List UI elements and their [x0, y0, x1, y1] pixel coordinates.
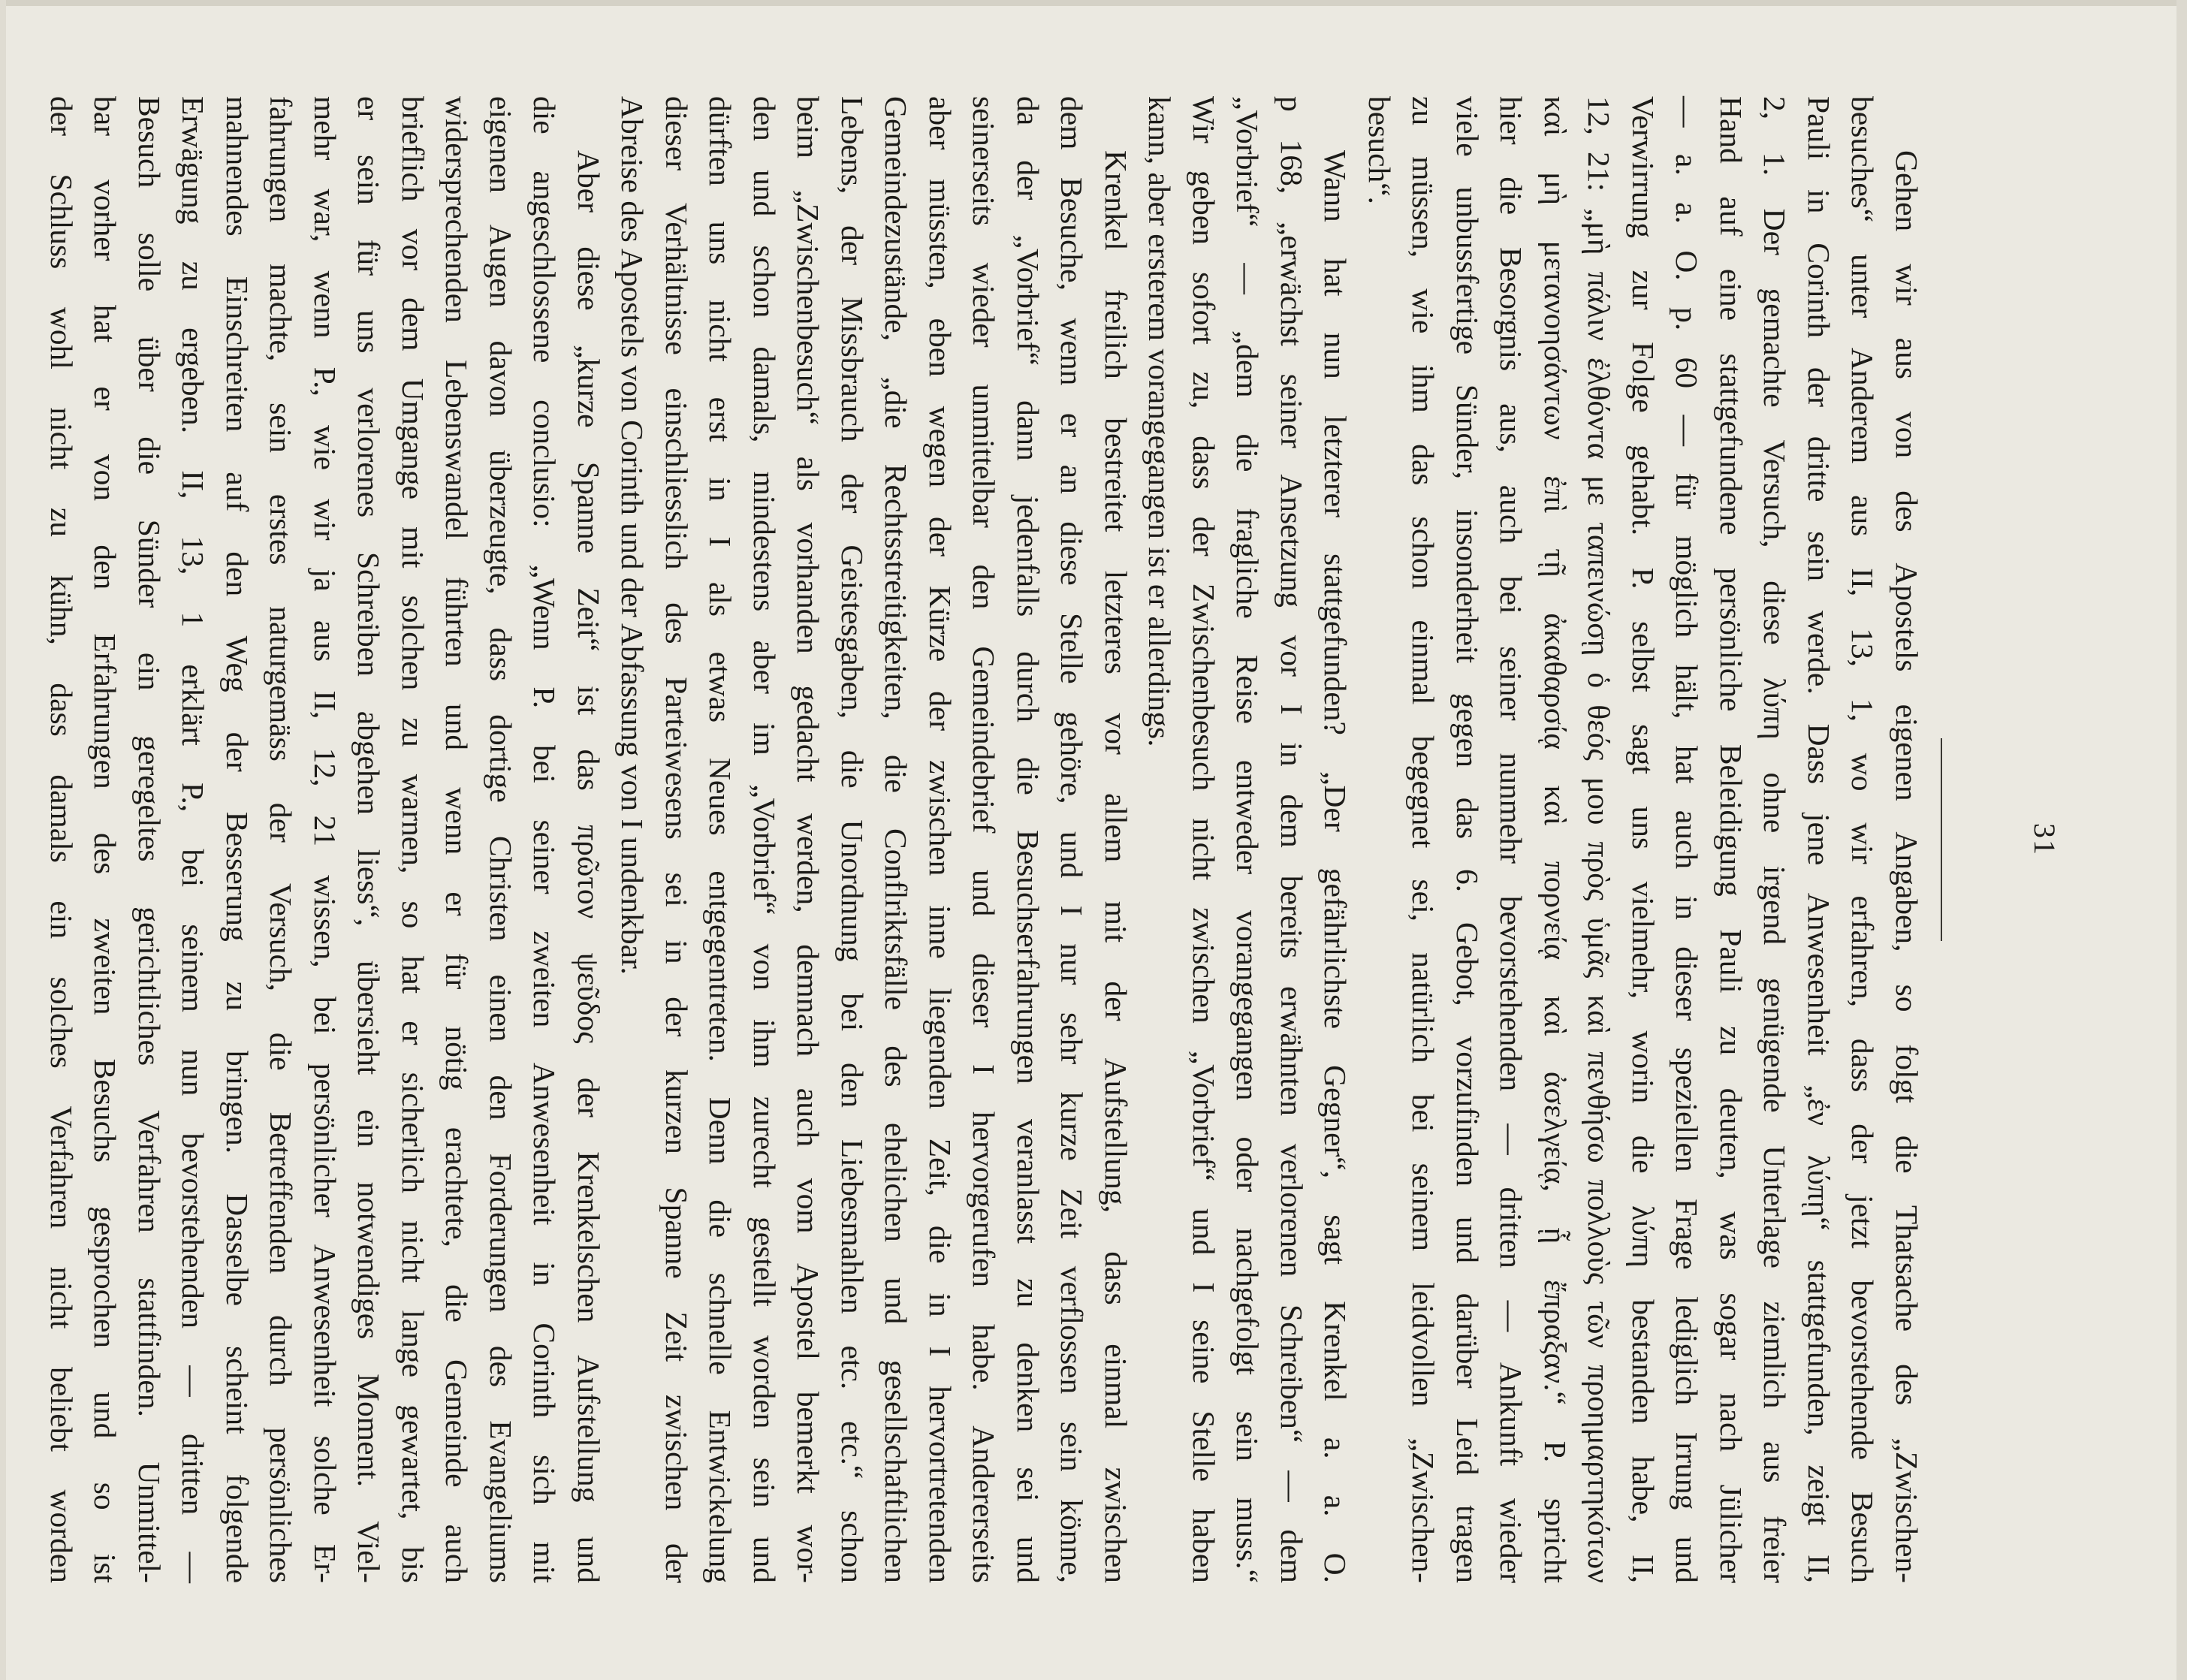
text-line: Erwägung zu ergeben. II, 13, 1 erklärt P., bei seinem nun bevorstehenden — dritten —: [176, 96, 211, 1583]
header-rule: [1941, 738, 1942, 941]
text-line: beim „Zwischenbesuch“ als vorhanden gedacht werden, demnach auch vom Apostel bemerkt wor-: [791, 96, 826, 1583]
body-text: [40, 96, 1929, 1583]
text-line: καὶ μὴ μετανοησάντων ἐπὶ τῇ ἀκαθαρσίᾳ καὶ πορνείᾳ καὶ ἀσελγείᾳ, ᾗ ἔπραξαν.“ P. spricht: [1538, 96, 1573, 1583]
text-line: hier die Besorgnis aus, auch bei seiner nunmehr bevorstehenden — dritten — Ankunft wieder: [1494, 96, 1529, 1583]
text-line: Gemeindezustände, „die Rechtsstreitigkeiten, die Conflriktsfälle des ehelichen und gesellschaftlichen: [879, 96, 914, 1583]
text-line: widersprechenden Lebenswandel führten und wenn er für nötig erachtete, die Gemeinde auch: [439, 96, 475, 1583]
text-line: Lebens, der Missbrauch der Geistesgaben, die Unordnung bei den Liebesmahlen etc. etc.“ schon: [835, 96, 870, 1583]
text-line: 2, 1. Der gemachte Versuch, diese λύπη ohne irgend genügende Unterlage ziemlich aus freier: [1757, 96, 1793, 1583]
page-number: 31: [2028, 823, 2062, 856]
text-line: Krenkel freilich bestreitet letzteres vor allem mit der Aufstellung, dass einmal zwischen: [1099, 150, 1133, 1583]
text-line: kann, aber ersterem vorangegangen ist er allerdings.: [1142, 96, 1178, 747]
text-line: „Vorbrief“ — „dem die fragliche Reise entweder vorangegangen oder nachgefolgt sein muss.“: [1230, 96, 1265, 1583]
text-line: Abreise des Apostels von Corinth und der Abfassung von I undenkbar.: [615, 96, 650, 975]
text-line: seinerseits wieder unmittelbar den Gemeindebrief und dieser I hervorgerufen habe. Andererseits: [967, 96, 1002, 1583]
rotated-book-page: [44, 96, 2062, 1583]
text-line: er sein für uns verlorenes Schreiben abgehen liess“, übersieht ein notwendiges Moment. Viel-: [351, 96, 387, 1583]
text-line: eigenen Augen davon überzeugte, dass dortige Christen einen den Forderungen des Evangeliums: [484, 96, 518, 1583]
text-line: dürften uns nicht erst in I als etwas Neues entgegentreten. Denn die schnelle Entwickelung: [703, 96, 738, 1583]
text-line: bar vorher hat er von den Erfahrungen des zweiten Besuchs gesprochen und so ist: [88, 96, 123, 1583]
scan-edge-right: [2176, 0, 2187, 1680]
text-line: Wir geben sofort zu, dass der Zwischenbesuch nicht zwischen „Vorbrief“ und I seine Stelle haben: [1187, 96, 1221, 1583]
text-line: mahnendes Einschreiten auf den Weg der Besserung zu bringen. Dasselbe scheint folgende: [220, 96, 255, 1583]
text-line: zu müssen, wie ihm das schon einmal begegnet sei, natürlich bei seinem leidvollen „Zwischen-: [1406, 96, 1441, 1583]
text-line: 12, 21: „μὴ πάλιν ἐλθόντα με ταπεινώσῃ ὁ θεός μου πρὸς ὑμᾶς καὶ πενθήσω πολλοὺς τῶν προημαρτηκότων: [1582, 96, 1617, 1583]
text-line: Verwirrung zur Folge gehabt. P. selbst sagt uns vielmehr, worin die λύπη bestanden habe, II,: [1626, 96, 1661, 1583]
text-line: mehr war, wenn P., wie wir ja aus II, 12, 21 wissen, bei persönlicher Anwesenheit solche Er-: [308, 96, 342, 1583]
text-line: die angeschlossene conclusio: „Wenn P. bei seiner zweiten Anwesenheit in Corinth sich mit: [527, 96, 563, 1583]
text-line: Wann hat nun letzterer stattgefunden? „Der gefährlichste Gegner“, sagt Krenkel a. a. O.: [1318, 150, 1353, 1583]
text-line: besuches“ unter Anderem aus II, 13, 1, wo wir erfahren, dass der jetzt bevorstehende Besuch: [1845, 96, 1881, 1583]
text-line: den und schon damals, mindestens aber im „Vorbrief“ von ihm zurecht gestellt worden sein und: [747, 96, 782, 1583]
text-line: der Schluss wohl nicht zu kühn, dass damals ein solches Verfahren nicht beliebt worden: [44, 96, 79, 1583]
text-line: p 168, „erwächst seiner Ansetzung vor I in dem bereits erwähnten verlorenen Schreiben“ — dem: [1274, 96, 1309, 1583]
text-line: dieser Verhältnisse einschliesslich des Parteiwesens sei in der kurzen Spanne Zeit zwischen der: [659, 96, 694, 1583]
text-line: aber müssten, eben wegen der Kürze der zwischen inne liegenden Zeit, die in I hervortretenden: [923, 96, 958, 1583]
text-line: Hand auf eine stattgefundene persönliche Beleidigung Pauli zu deuten, was sogar nach Jülicher: [1714, 96, 1748, 1583]
text-line: brieflich vor dem Umgange mit solchen zu warnen, so hat er sicherlich nicht lange gewartet, bis: [396, 96, 430, 1583]
text-line: Aber diese „kurze Spanne Zeit“ ist das πρῶτον ψεῦδος der Krenkelschen Aufstellung und: [572, 150, 606, 1583]
text-line: Gehen wir aus von des Apostels eigenen Angaben, so folgt die Thatsache des „Zwischen-: [1890, 150, 1924, 1583]
text-line: da der „Vorbrief“ dann jedenfalls durch die Besuchserfahrungen veranlasst zu denken sei und: [1011, 96, 1045, 1583]
text-line: viele unbussfertige Sünder, insonderheit gegen das 6. Gebot, vorzufinden und darüber Leid tragen: [1450, 96, 1485, 1583]
text-line: Pauli in Corinth der dritte sein werde. Dass jene Anwesenheit „ἐν λύπῃ“ stattgefunden, zeigt II,: [1802, 96, 1836, 1583]
text-line: Besuch solle über die Sünder ein geregeltes gerichtliches Verfahren stattfinden. Unmittel-: [132, 96, 167, 1583]
text-line: dem Besuche, wenn er an diese Stelle gehöre, und I nur sehr kurze Zeit verflossen sein könne,: [1054, 96, 1090, 1583]
scan-edge-left: [0, 0, 6, 1680]
text-line: besuch“.: [1362, 96, 1397, 205]
text-line: fahrungen machte, sein erstes naturgemäss der Versuch, die Betreffenden durch persönliches: [264, 96, 299, 1583]
scan-edge-top: [0, 0, 2187, 6]
text-line: — a. a. O. p. 60 — für möglich hält, hat auch in dieser speziellen Frage lediglich Irrung und: [1670, 96, 1705, 1583]
